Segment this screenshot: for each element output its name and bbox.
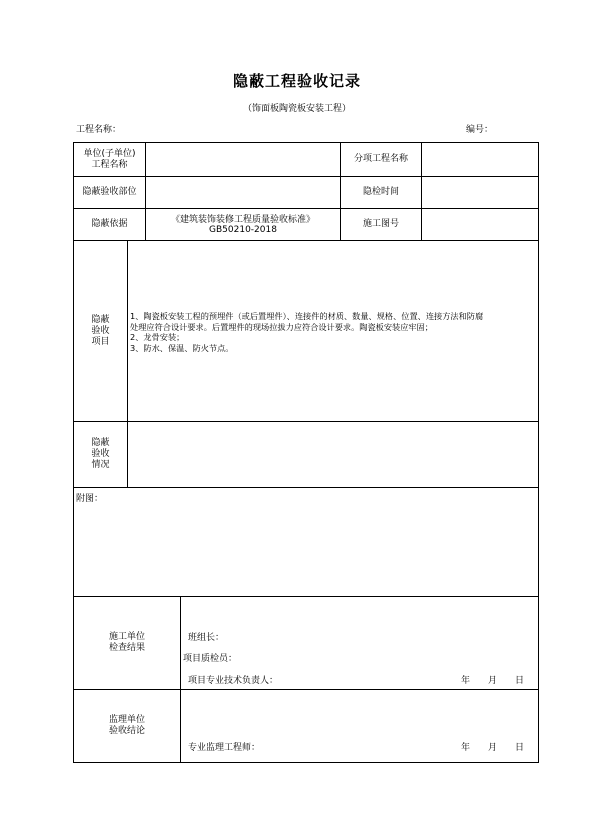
project-name-label: 工程名称： — [76, 125, 122, 135]
attachment-area[interactable] — [74, 508, 538, 596]
drawing-no-label: 施工图号 — [362, 219, 399, 229]
items-content — [130, 311, 536, 353]
inspection-time-value[interactable] — [422, 177, 538, 208]
items-content-line2: 处理应符合设计要求。后置埋件的现场拉拔力应符合设计要求。陶瓷板安装应牢固； — [130, 321, 433, 332]
unit-name-value[interactable] — [146, 143, 340, 176]
items-label-line1: 隐蔽 — [91, 314, 110, 325]
items-label-line3: 项目 — [91, 336, 110, 347]
page-title: 隐蔽工程验收记录 — [232, 72, 361, 90]
unit-name-label-line2: 工程名称 — [91, 159, 128, 170]
team-leader-label: 班组长： — [188, 633, 225, 643]
basis-value-line1: 《建筑装饰装修工程质量验收标准》 — [170, 214, 315, 225]
supervision-engineer-label: 专业监理工程师： — [188, 743, 261, 753]
construction-label-line1: 施工单位 — [108, 632, 145, 642]
inspection-part-value[interactable] — [146, 177, 340, 208]
supervision-label-line2: 验收结论 — [108, 726, 145, 736]
basis-value-line2: GB50210-2018 — [209, 224, 277, 235]
construction-date-label: 年 月 日 — [461, 676, 525, 686]
situation-label-line1: 隐蔽 — [91, 438, 110, 448]
situation-content[interactable] — [128, 422, 538, 487]
page-subtitle: （饰面板陶瓷板安装工程） — [242, 104, 351, 114]
basis-value — [146, 209, 340, 240]
quality-inspector-label: 项目质检员： — [183, 654, 238, 664]
supervision-date-label: 年 月 日 — [461, 743, 525, 753]
supervision-label — [74, 690, 180, 762]
inspection-part-label: 隐蔽验收部位 — [82, 187, 137, 197]
items-content-line1: 1、陶瓷板安装工程的预埋件（或后置埋件）、连接件的材质、数量、规格、位置、连接方法和防腐 — [130, 311, 484, 321]
construction-label — [74, 597, 180, 689]
tech-lead-label: 项目专业技术负责人： — [188, 676, 279, 686]
subproject-value[interactable] — [422, 143, 538, 176]
items-content-line4: 3、防水、保温、防火节点。 — [130, 342, 234, 353]
basis-label: 隐蔽依据 — [91, 219, 128, 229]
inspection-time-label: 隐检时间 — [362, 187, 399, 197]
situation-label — [74, 422, 127, 487]
construction-label-line2: 检查结果 — [108, 643, 145, 653]
items-label — [74, 241, 127, 421]
situation-label-line2: 验收 — [91, 449, 110, 459]
number-label: 编号： — [466, 125, 494, 135]
unit-name-label-line1: 单位(子单位) — [83, 148, 136, 159]
items-content-line3: 2、龙骨安装； — [130, 332, 185, 342]
subproject-label: 分项工程名称 — [353, 154, 408, 164]
unit-name-label — [74, 143, 145, 176]
situation-label-line3: 情况 — [91, 460, 110, 470]
attachment-label: 附图： — [76, 494, 104, 504]
supervision-label-line1: 监理单位 — [108, 715, 145, 725]
items-label-line2: 验收 — [91, 325, 110, 336]
drawing-no-value[interactable] — [422, 209, 538, 240]
